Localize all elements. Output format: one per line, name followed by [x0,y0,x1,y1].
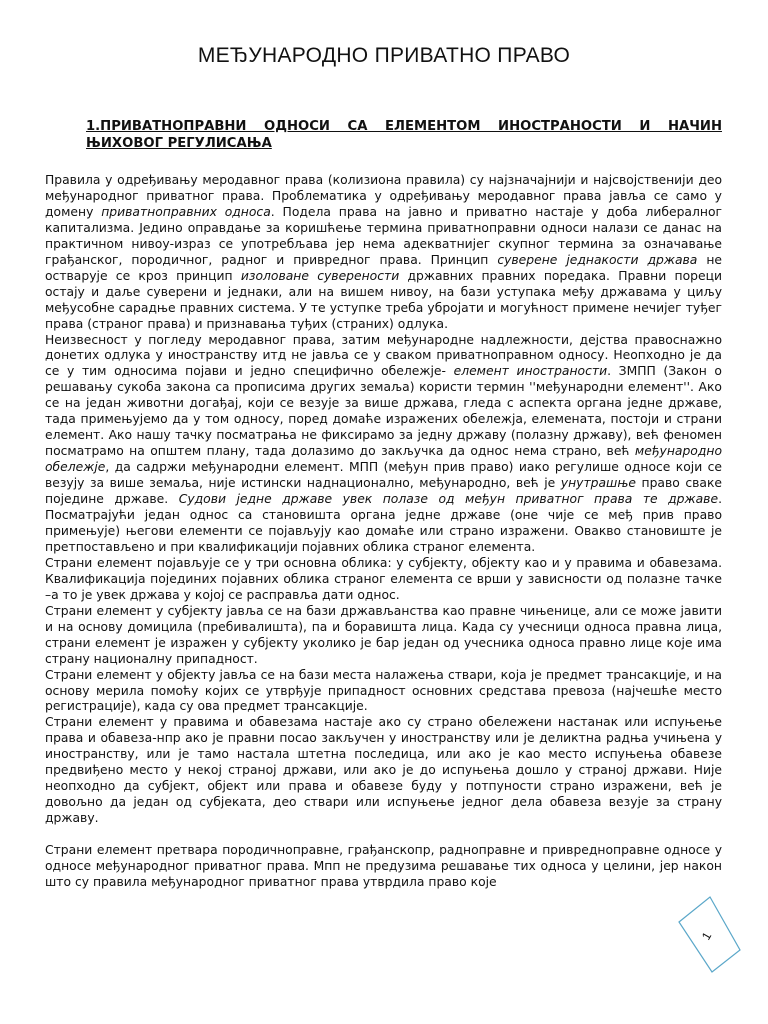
paragraph-5: Страни елемент у објекту јавља се на бази места налажења ствари, која је предмет трансакције, и на основу мерила помоћу којих се утврђује припадност основних средстава превоза (најчешће место регистрације), када су ова предмет трансакције. [45,667,722,714]
paragraph-4: Страни елемент у субјекту јавља се на бази држављанства као правне чињенице, али се може јавити и на основу домицила (пребивалишта), па и боравишта лица. Када су учесници односа правна лица, страни елемент је изражен у субјекту уколико је бар један од учесника односа правно лице које има страну националну припадност. [45,603,722,666]
section-heading-text: 1.ПРИВАТНОПРАВНИ ОДНОСИ СА ЕЛЕМЕНТОМ ИНОСТРАНОСТИ И НАЧИН ЊИХОВОГ РЕГУЛИСАЊА [86,119,722,151]
paragraph-3: Страни елемент појављује се у три основна облика: у субјекту, објекту као и у правима и обавезама. Квалификација појединих појавних облика страног елемента се врши у зависности од полазне тачке –а то је увек држава у којој се расправља дати однос. [45,555,722,602]
document-body [45,173,722,891]
paragraph-7: Страни елемент претвара породичноправне, грађанскопр, радноправне и привредноправне односе у односе међународног приватног права. Мпп не предузима решавање тих односа у целини, јер након што су правила међународног приватног права утврдила право које [45,843,722,889]
page-number: 1 [698,929,715,943]
paragraph-6: Страни елемент у правима и обавезама настаје ако су страно обележени настанак или испуњење права и обавеза-нпр ако је правни посао закључен у иностранству или је деликтна радња учињена у иностранству, или је тамо настала штетна последица, или ако је као место испуњења обавезе предвиђено место у некој страној држави, или ако је до испуњења дошло у страној држави. Није неопходно да субјект, објект или права и обавезе буду у потпуности страно изражени, већ је довољно да један од субјеката, део ствари или испуњење једног дела обавеза везује за страну државу. [45,715,722,826]
paragraph-2: Неизвесност у погледу меродавног права, затим међународне надлежности, дејства правоснажно донетих одлука у иностранству итд не јавља се у сваком приватноправном односу. Неопходно је да се у тим односима појави и једно специфично обележје- елемент иностраности. ЗМПП (Закон о решавању сукоба закона са прописима других земаља) користи термин ''међународни елемент''. Ако се на један животни догађај, који се везује за више држава, гледа с аспекта органа једне државе, тада примењујемо да у том односу, поред домаће изражених обележја, елемената, постоји и страни елемент. Ако нашу тачку посматрања не фиксирамо за једну државу (полазну државу), већ феномен посматрамо на општем плану, тада долазимо до закључка да однос нема страно, већ међународно обележје, да садржи међународни елемент. МПП (међун прив право) иако регулише односе који се везују за више земаља, није истински наднационално, међународно, већ је унутрашње право сваке поједине државе. Судови једне државе увек полазе од међун приватног права те државе. Посматрајући један однос са становишта органа једне државе (оне чије се међ прив право примењује) његови елементи се појављују као домаће или страно изражени. Овакво становиште је претпостављено и при квалификацији појавних облика страног елемента. [45,332,722,554]
page-number-badge [676,894,742,974]
paragraph-1: Правила у одређивању меродавног права (колизиона правила) су најзначајнији и најсвојственији део међународног приватног права. Проблематика у одређивању меродавног права јавља се само у домену приватноправних односа. Подела права на јавно и приватно настаје у доба либералног капитализма. Једино оправдање за коришћење термина приватноправни односи налази се данас на практичном нивоу-израз се употребљава јер нема адекватнијег скупног термина за означавање грађанског, породичног, радног и привредног права. Принцип суверене једнакости држава не остварује се кроз принцип изоловане суверености државних правних поредака. Правни пореци остају и даље суверени и једнаки, али на вишем нивоу, на бази уступака међу државама у циљу међусобне сарадње правних система. У те уступке треба убројати и могућност примене нечијег туђег права (страног права) и признавања туђих (страних) одлука. [45,173,722,331]
section-heading [86,118,722,152]
document-title: МЕЂУНАРОДНО ПРИВАТНО ПРАВО [197,44,571,67]
